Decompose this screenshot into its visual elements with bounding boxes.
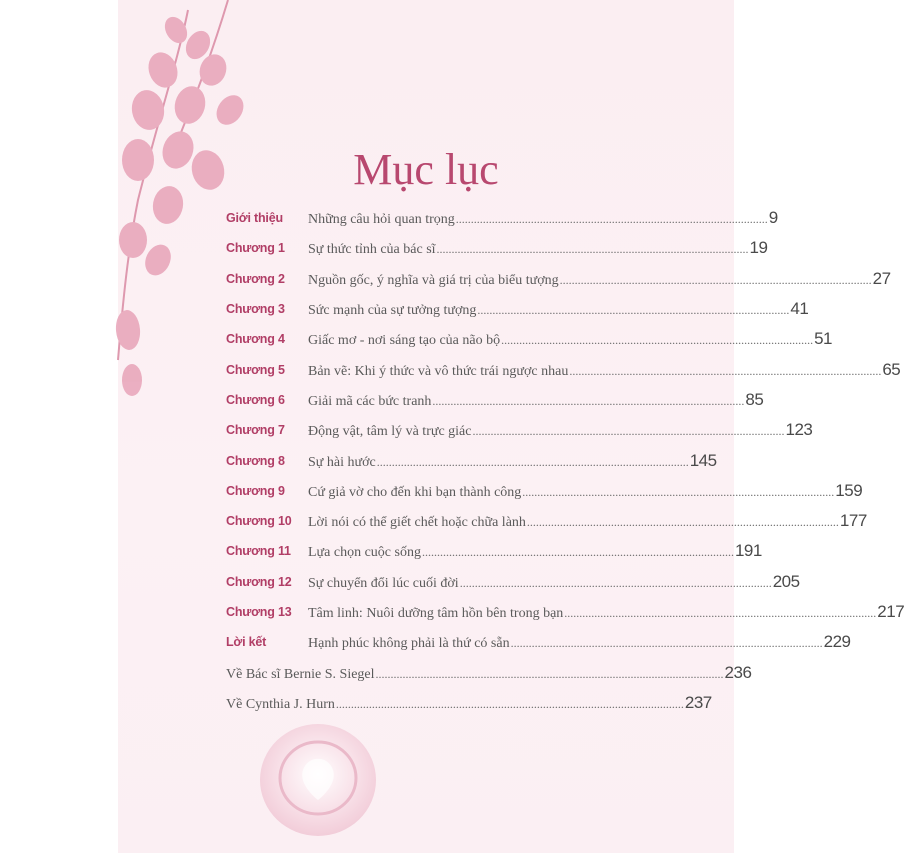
toc-label: Chương 13 — [226, 605, 292, 619]
toc-row[interactable] — [226, 203, 778, 233]
toc-page-number: 236 — [724, 662, 752, 682]
toc-title: Sự chuyển đổi lúc cuối đời — [308, 575, 459, 591]
glass-cup-illustration — [253, 720, 383, 853]
toc-row[interactable] — [226, 415, 813, 445]
toc-row[interactable] — [226, 597, 904, 627]
leader-dots: ........................................................................................................ — [564, 606, 877, 620]
toc-row[interactable] — [226, 506, 867, 536]
toc-page-number: 85 — [745, 389, 764, 409]
toc-page-number: 145 — [689, 450, 717, 470]
leader-dots: ........................................................................................................ — [569, 363, 882, 378]
leader-dots: ........................................................................................................ — [455, 212, 768, 227]
toc-label: Chương 1 — [226, 241, 285, 256]
leader-dots: ........................................................................................................ — [421, 545, 734, 560]
toc-label: Chương 5 — [226, 362, 285, 377]
table-of-contents — [226, 203, 904, 718]
toc-row[interactable] — [226, 688, 712, 718]
toc-label: Chương 9 — [226, 483, 285, 498]
toc-label: Chương 10 — [226, 514, 292, 529]
toc-row[interactable] — [226, 445, 717, 475]
toc-title: Tâm linh: Nuôi dưỡng tâm hồn bên trong bạn — [308, 606, 564, 621]
leader-dots: ........................................................................................................ — [559, 272, 872, 287]
leader-dots: ........................................................................................................ — [526, 515, 839, 530]
toc-page-number: 237 — [684, 692, 712, 712]
toc-title: Động vật, tâm lý và trực giác — [308, 424, 472, 440]
book-page — [118, 0, 904, 853]
toc-label: Chương 7 — [226, 423, 285, 438]
toc-page-number: 123 — [785, 420, 813, 440]
toc-row[interactable] — [226, 354, 901, 384]
toc-row[interactable] — [226, 324, 833, 354]
toc-title: Lời nói có thể giết chết hoặc chữa lành — [308, 515, 526, 531]
toc-row[interactable] — [226, 264, 891, 294]
toc-label: Chương 2 — [226, 271, 285, 286]
toc-title: Hạnh phúc không phải là thứ có sẵn — [308, 636, 510, 652]
toc-title: Sức mạnh của sự tưởng tượng — [308, 303, 477, 319]
toc-title: Những câu hỏi quan trọng — [308, 212, 455, 228]
toc-row[interactable] — [226, 385, 764, 415]
toc-label: Chương 6 — [226, 392, 285, 407]
toc-page-number: 205 — [772, 571, 800, 591]
leader-dots: ........................................................................................................ — [522, 484, 835, 499]
toc-title: Về Cynthia J. Hurn — [226, 696, 335, 712]
toc-title: Sự hài hước — [308, 454, 376, 470]
toc-title: Lựa chọn cuộc sống — [308, 545, 421, 561]
toc-page-number: 9 — [768, 208, 778, 228]
toc-title: Bản vẽ: Khi ý thức và vô thức trái ngược nhau — [308, 363, 569, 379]
toc-page-number: 191 — [734, 541, 762, 561]
toc-label: Lời kết — [226, 635, 267, 650]
toc-row[interactable] — [226, 567, 800, 597]
toc-row[interactable] — [226, 476, 863, 506]
toc-row[interactable] — [226, 627, 851, 657]
page-title: Mục lục — [353, 145, 499, 195]
toc-row[interactable] — [226, 294, 809, 324]
toc-title: Nguồn gốc, ý nghĩa và giá trị của biểu tượng — [308, 272, 559, 288]
leader-dots: ........................................................................................................ — [376, 454, 689, 469]
toc-label: Giới thiệu — [226, 211, 283, 226]
toc-row[interactable] — [226, 233, 768, 263]
toc-page-number: 229 — [823, 632, 851, 652]
toc-label: Chương 8 — [226, 453, 285, 468]
leader-dots: ........................................................................................................ — [459, 575, 772, 590]
toc-label: Chương 3 — [226, 302, 285, 317]
toc-page-number: 51 — [814, 329, 833, 349]
leader-dots: ........................................................................................................ — [510, 636, 823, 651]
leader-dots: .................................................................................................................... — [335, 696, 684, 711]
toc-title: Về Bác sĩ Bernie S. Siegel — [226, 666, 375, 682]
leader-dots: ........................................................................................................ — [472, 424, 785, 439]
leader-dots: ........................................................................................................ — [432, 393, 745, 408]
toc-page-number: 19 — [749, 238, 768, 258]
toc-label: Chương 4 — [226, 332, 285, 347]
leader-dots: ........................................................................................................ — [501, 333, 814, 348]
toc-page-number: 159 — [835, 480, 863, 500]
toc-title: Giải mã các bức tranh — [308, 393, 432, 409]
toc-title: Giấc mơ - nơi sáng tạo của não bộ — [308, 333, 501, 349]
toc-title: Sự thức tỉnh của bác sĩ — [308, 242, 436, 258]
toc-label: Chương 12 — [226, 574, 292, 589]
toc-label: Chương 11 — [226, 544, 291, 559]
toc-page-number: 177 — [839, 511, 867, 531]
toc-title: Cứ giả vờ cho đến khi bạn thành công — [308, 484, 522, 500]
leader-dots: ........................................................................................................ — [477, 303, 790, 318]
toc-page-number: 217 — [877, 602, 904, 621]
toc-page-number: 41 — [790, 299, 809, 319]
leader-dots: ........................................................................................................ — [436, 242, 749, 257]
leader-dots: .................................................................................................................... — [375, 666, 724, 681]
toc-page-number: 27 — [872, 268, 891, 288]
toc-page-number: 65 — [882, 359, 901, 379]
toc-row[interactable] — [226, 536, 762, 566]
toc-row[interactable] — [226, 657, 752, 687]
